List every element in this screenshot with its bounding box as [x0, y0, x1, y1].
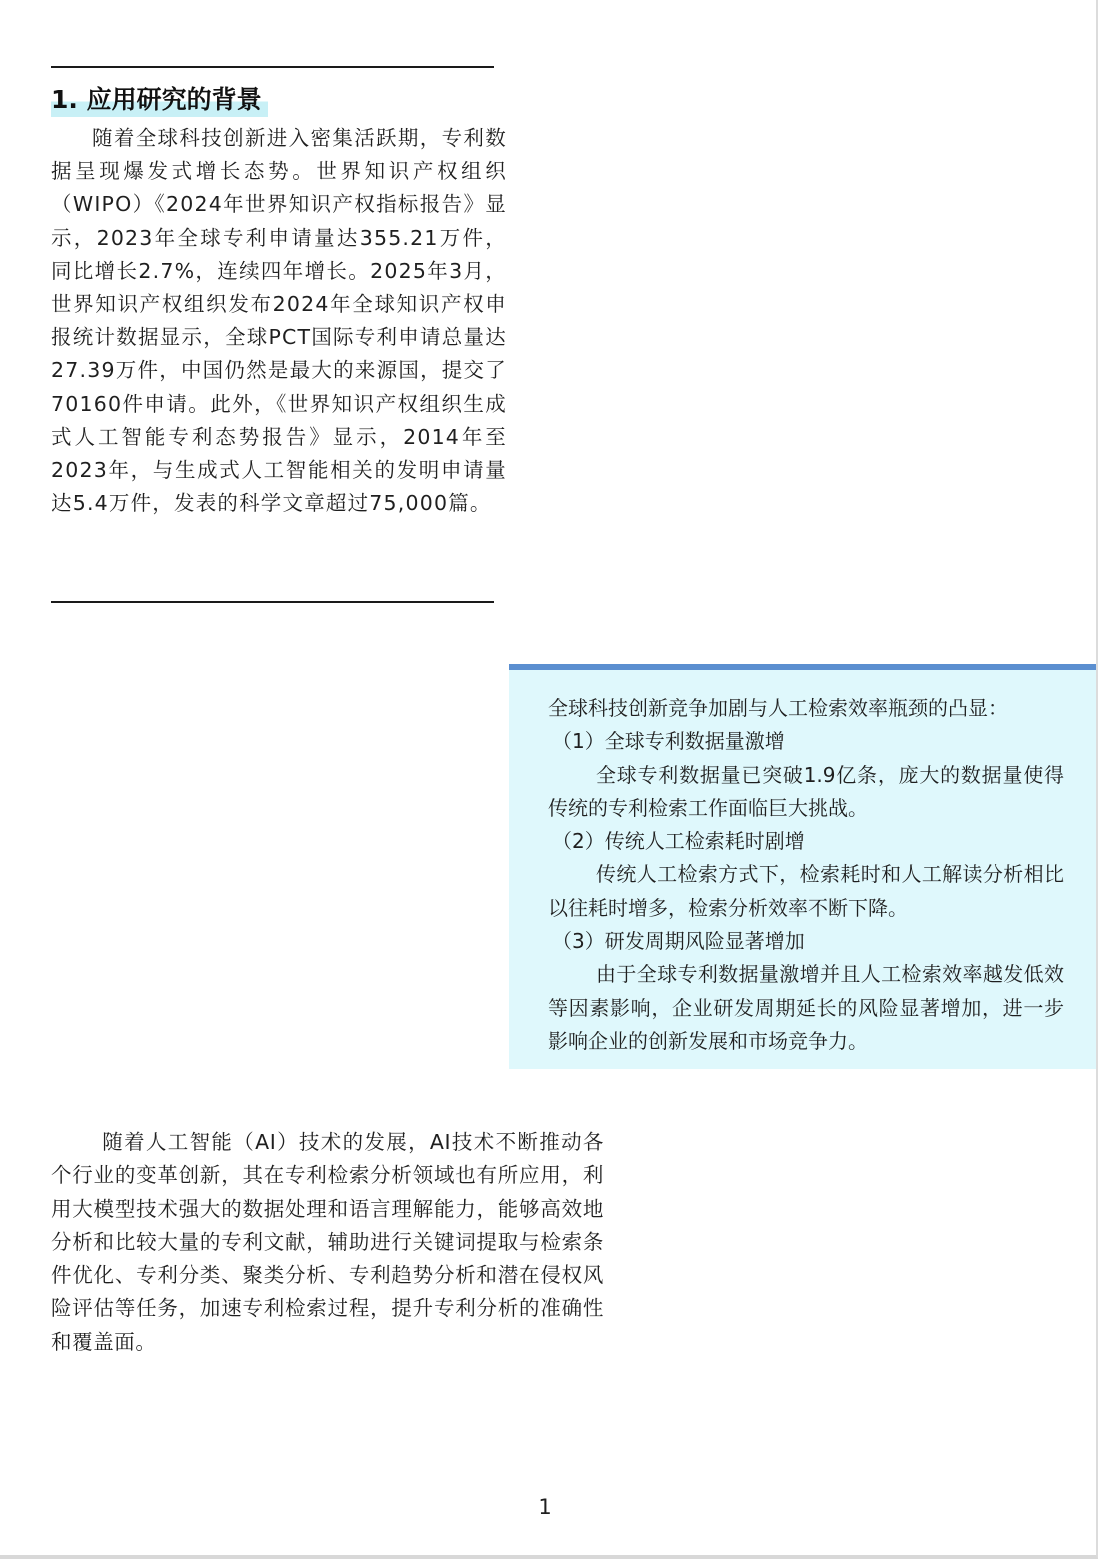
callout-item-title-1: （1）全球专利数据量激增 — [552, 729, 785, 754]
section-top-rule — [51, 66, 494, 68]
section-bottom-rule — [51, 601, 494, 603]
callout-title: 全球科技创新竞争加剧与人工检索效率瓶颈的凸显： — [548, 696, 1008, 720]
intro-paragraph: 随着全球科技创新进入密集活跃期，专利数据呈现爆发式增长态势。世界知识产权组织（WIPO）《2024年世界知识产权指标报告》显示，2023年全球专利申请量达355.21万件，同比增长2.7%，连续四年增长。2025年3月，世界知识产权组织发布2024年全球知识产权申报统计数据显示，全球PCT国际专利申请总量达27.39万件，中国仍然是最大的来源国，提交了70160件申请。此外，《世界知识产权组织生成式人工智能专利态势报告》显示，2014年至2023年，与生成式人工智能相关的发明申请量达5.4万件，发表的科学文章超过75,000篇。 — [51, 126, 507, 516]
section-heading: 1. 应用研究的背景 — [51, 83, 268, 117]
callout-item-body-1: 全球专利数据量已突破1.9亿条，庞大的数据量使得传统的专利检索工作面临巨大挑战。 — [548, 762, 1064, 820]
callout-content — [548, 692, 1064, 1058]
callout-item-body-3: 由于全球专利数据量激增并且人工检索效率越发低效等因素影响，企业研发周期延长的风险显著增加，进一步影响企业的创新发展和市场竞争力。 — [548, 962, 1064, 1053]
callout-item-title-2: （2）传统人工检索耗时剧增 — [552, 829, 805, 854]
page-number: 1 — [538, 1495, 552, 1519]
callout-box — [509, 664, 1098, 1069]
callout-item-title-3: （3）研发周期风险显著增加 — [552, 929, 805, 954]
callout-item-body-2: 传统人工检索方式下，检索耗时和人工解读分析相比以往耗时增多，检索分析效率不断下降。 — [548, 862, 1064, 920]
ai-paragraph: 随着人工智能（AI）技术的发展，AI技术不断推动各个行业的变革创新，其在专利检索分析领域也有所应用，利用大模型技术强大的数据处理和语言理解能力，能够高效地分析和比较大量的专利文献，辅助进行关键词提取与检索条件优化、专利分类、聚类分析、专利趋势分析和潜在侵权风险评估等任务，加速专利检索过程，提升专利分析的准确性和覆盖面。 — [51, 1130, 604, 1354]
